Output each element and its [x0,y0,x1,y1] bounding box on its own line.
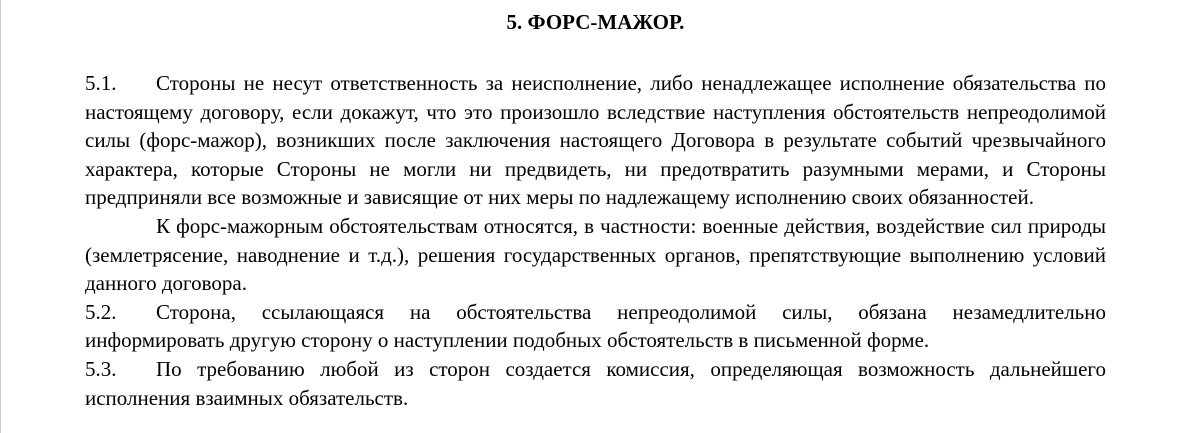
clause-number: 5.2. [85,299,117,324]
clause-number: 5.1. [85,71,117,95]
clause-text: Сторона, ссылающаяся на обстоятельства непреодолимой силы, обязана незамедлительно информировать другую сторону о наступлении подобных обстоятельств в письменной форме. [85,299,1106,353]
clause-number: 5.3. [85,356,117,381]
clause-5-2 [85,298,1106,355]
clause-text: Стороны не несут ответственность за неисполнение, либо ненадлежащее исполнение обязательства по настоящему договору, если докажут, что это произошло вследствие наступления обстоятельств непреодолимой силы (форс-мажор), возникших после заключения настоящего Договора в результате событий чрезвычайного характера, которые Стороны не могли ни предвидеть, ни предотвратить разумными мерами, и Стороны предприняли все возможные и зависящие от них меры по надлежащему исполнению своих обязанностей. [85,71,1106,210]
clause-text: По требованию любой из сторон создается комиссия, определяющая возможность дальнейшего исполнения взаимных обязательств. [85,356,1106,410]
clause-5-1-continuation [85,212,1106,298]
clause-text: К форс-мажорным обстоятельствам относятся, в частности: военные действия, воздействие сил природы (землетрясение, наводнение и т.д.), решения государственных органов, препятствующие выполнению условий данного договора. [85,213,1106,296]
section-heading: 5. ФОРС-МАЖОР. [506,10,685,34]
clause-5-3 [85,355,1106,412]
document-page [85,6,1106,412]
clause-5-1 [85,69,1106,212]
page-edge [0,0,1,433]
